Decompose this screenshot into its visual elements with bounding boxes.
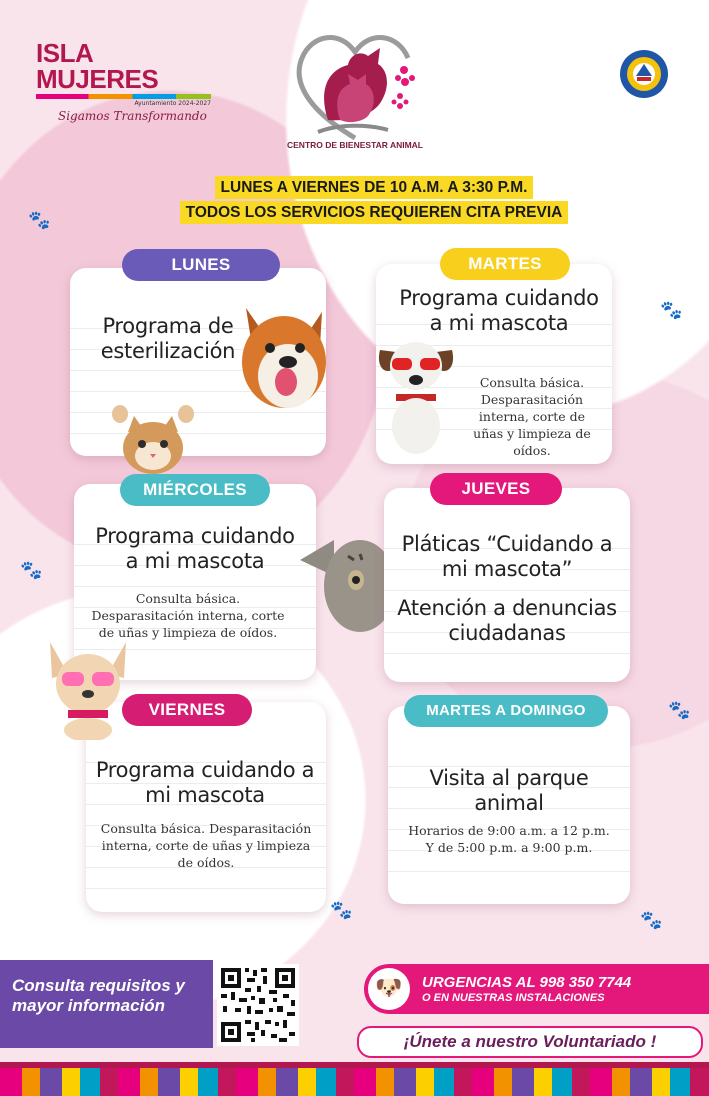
card-title2-jueves: Atención a denuncias ciudadanas [397,596,617,645]
card-title-miercoles: Programa cuidando a mi mascota [95,524,295,573]
paw-print-icon: 🐾 [668,700,691,721]
day-pill-martes: MARTES [440,248,570,280]
card-desc-viernes: Consulta básica. Desparasitación interna, corte de uñas y limpieza de oídos. [100,821,312,870]
day-pill-jueves: JUEVES [430,473,562,505]
dog-icon [236,298,332,416]
card-title-martes: Programa cuidando a mi mascota [399,286,599,335]
card-desc-martes: Consulta básica. Desparasitación interna, corte de uñas y limpieza de oídos. [473,375,591,458]
dog-icon [42,638,134,740]
cat-icon [298,520,388,632]
card-desc-martes-domingo: Horarios de 9:00 a.m. a 12 p.m. Y de 5:00 p.m. a 9:00 p.m. [408,823,610,855]
card-title-jueves: Pláticas “Cuidando a mi mascota” [401,532,613,581]
consult-text: Consulta requisitos y mayor información [12,976,185,1015]
card-title-lunes: Programa de esterilización [100,314,236,363]
paw-print-icon: 🐾 [330,900,353,921]
logo-word: ISLA MUJERES [36,38,159,94]
logo-slogan: Sigamos Transformando [58,109,207,123]
paw-print-icon: 🐾 [640,910,663,931]
volunteer-banner[interactable]: ¡Únete a nuestro Voluntariado ! [357,1026,703,1058]
emergency-location: O EN NUESTRAS INSTALACIONES [422,992,605,1004]
center-name: CENTRO DE BIENESTAR ANIMAL [287,140,423,150]
paw-print-icon: 🐾 [660,300,683,321]
municipal-shield-icon [618,48,670,100]
emergency-phone: URGENCIAS AL 998 350 7744 [422,974,632,991]
card-title-viernes: Programa cuidando a mi mascota [95,758,315,807]
card-desc-miercoles: Consulta básica. Desparasitación interna, corte de uñas y limpieza de oídos. [91,591,285,640]
emergency-banner[interactable] [364,964,709,1014]
logo-color-bar [36,94,211,99]
day-pill-lunes: LUNES [122,249,280,281]
day-pill-viernes: VIERNES [122,694,252,726]
paw-print-icon: 🐾 [20,560,43,581]
qr-code-icon[interactable] [217,964,299,1046]
consult-panel [0,960,213,1048]
decorative-pattern-strip [0,1068,709,1096]
heart-pets-logo-icon [288,20,422,158]
schedule-hours: LUNES A VIERNES DE 10 A.M. A 3:30 P.M. [215,176,534,199]
day-pill-martes-domingo: MARTES A DOMINGO [404,695,608,727]
card-title-martes-domingo: Visita al parque animal [429,766,589,815]
day-pill-miercoles: MIÉRCOLES [120,474,270,506]
card-jueves [384,488,630,682]
paw-print-icon: 🐾 [28,210,51,231]
isla-mujeres-logo [36,40,211,123]
logo-period: Ayuntamiento 2024-2027 [134,100,211,107]
dog-head-icon: 🐶 [368,968,410,1010]
dog-icon [374,336,458,454]
schedule-appointment-note: TODOS LOS SERVICIOS REQUIEREN CITA PREVIA [180,201,569,224]
schedule-banner [166,175,582,225]
cat-icon [110,404,196,474]
